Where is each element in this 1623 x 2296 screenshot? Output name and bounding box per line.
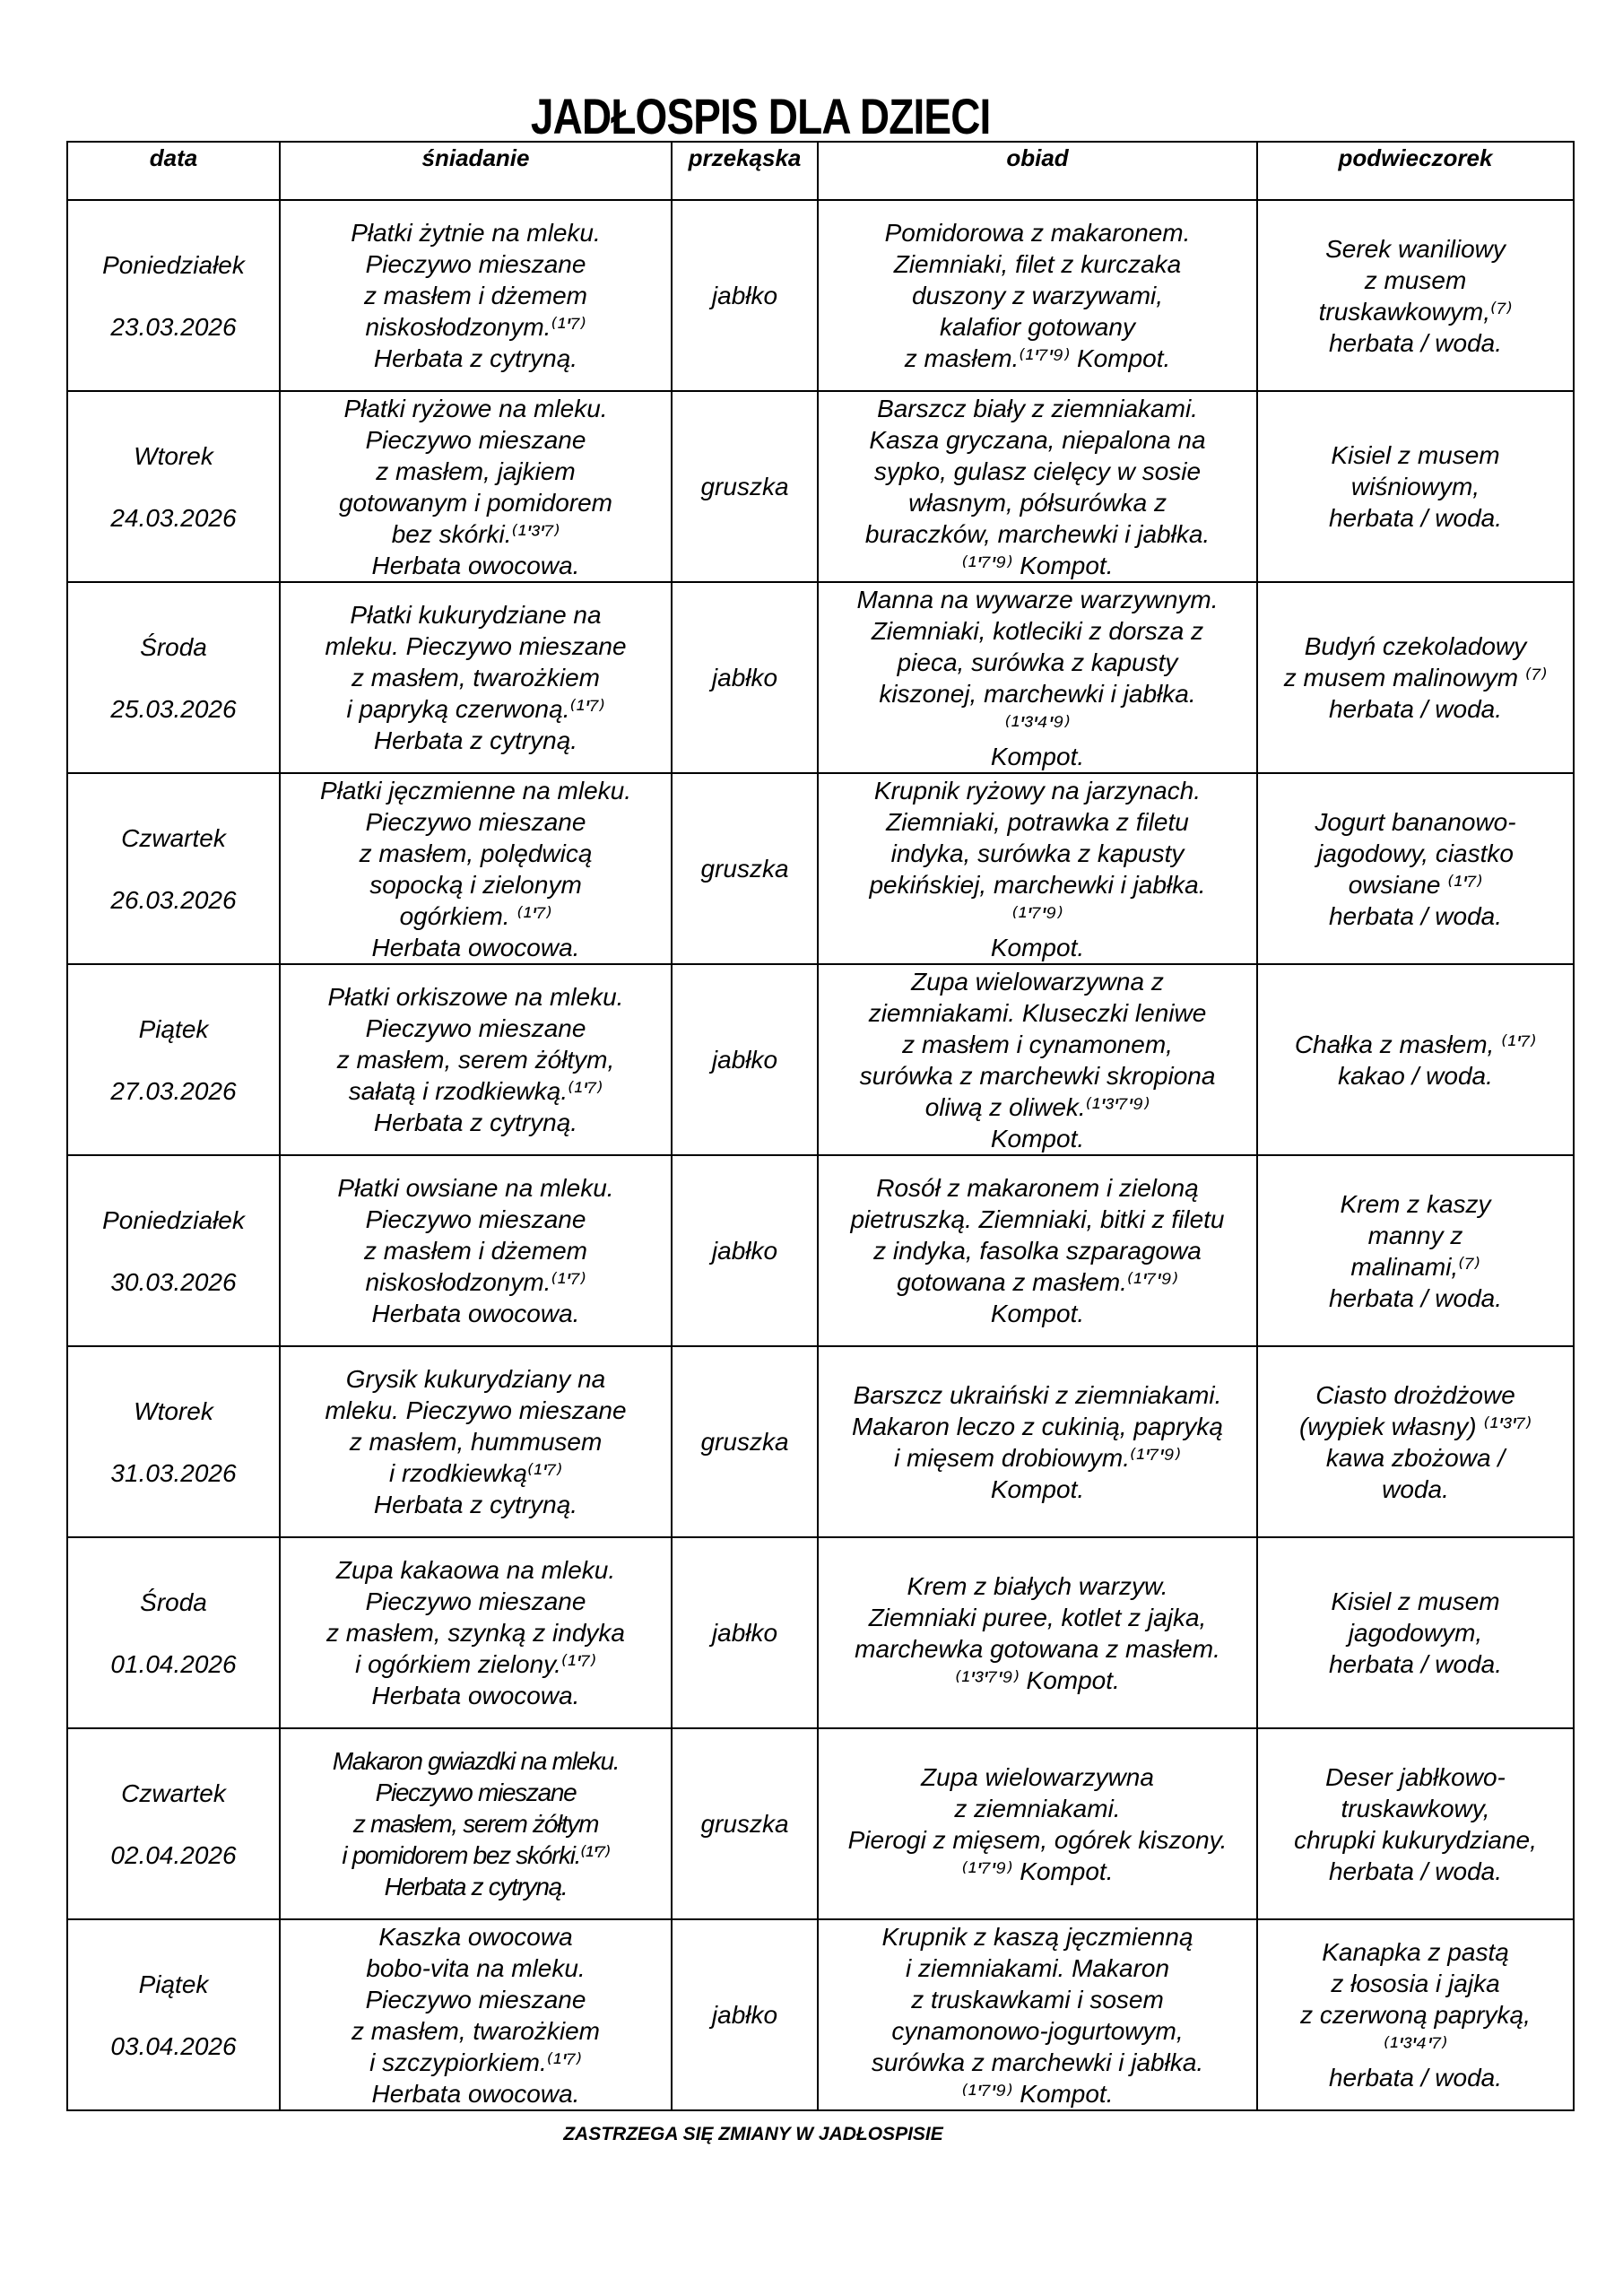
day-name: Poniedziałek bbox=[102, 1205, 245, 1234]
table-row bbox=[67, 1155, 1574, 1346]
snack-cell: jabłko bbox=[672, 582, 818, 773]
date-cell bbox=[67, 391, 280, 582]
afternoon-snack-cell: Krem z kaszy manny z malinami,⁽⁷⁾ herbata / woda. bbox=[1257, 1155, 1574, 1346]
header-data: data bbox=[67, 142, 280, 200]
table-row bbox=[67, 1728, 1574, 1919]
breakfast-cell: Makaron gwiazdki na mleku. Pieczywo mieszane z masłem, serem żółtym i pomidorem bez skórki.⁽¹'⁷⁾ Herbata z cytryną. bbox=[280, 1728, 672, 1919]
date-cell bbox=[67, 1346, 280, 1537]
day-date: 30.03.2026 bbox=[110, 1267, 237, 1296]
date-cell bbox=[67, 964, 280, 1155]
snack-cell: gruszka bbox=[672, 1346, 818, 1537]
afternoon-snack-cell: Kisiel z musem wiśniowym, herbata / woda. bbox=[1257, 391, 1574, 582]
day-date: 03.04.2026 bbox=[110, 2031, 237, 2060]
lunch-cell: Krupnik ryżowy na jarzynach. Ziemniaki, potrawka z filetu indyka, surówka z kapusty pekińskiej, marchewki i jabłka. ⁽¹'⁷'⁹⁾ Kompot. bbox=[818, 773, 1257, 964]
page-title: JADŁOSPIS DLA DZIECI bbox=[530, 88, 991, 144]
snack-cell: gruszka bbox=[672, 391, 818, 582]
day-name: Środa bbox=[140, 632, 207, 661]
date-cell bbox=[67, 582, 280, 773]
afternoon-snack-cell: Chałka z masłem, ⁽¹'⁷⁾ kakao / woda. bbox=[1257, 964, 1574, 1155]
day-name: Wtorek bbox=[134, 1396, 213, 1425]
lunch-cell: Barszcz ukraiński z ziemniakami. Makaron leczo z cukinią, papryką i mięsem drobiowym.⁽¹'⁷'⁹⁾ Kompot. bbox=[818, 1346, 1257, 1537]
breakfast-cell: Płatki owsiane na mleku. Pieczywo mieszane z masłem i dżemem niskosłodzonym.⁽¹'⁷⁾ Herbata owocowa. bbox=[280, 1155, 672, 1346]
date-cell bbox=[67, 1155, 280, 1346]
breakfast-cell: Płatki jęczmienne na mleku. Pieczywo mieszane z masłem, polędwicą sopocką i zielonym ogórkiem. ⁽¹'⁷⁾ Herbata owocowa. bbox=[280, 773, 672, 964]
lunch-cell: Krupnik z kaszą jęczmienną i ziemniakami. Makaron z truskawkami i sosem cynamonowo-jogurtowym, surówka z marchewki i jabłka. ⁽¹'⁷'⁹⁾ Kompot. bbox=[818, 1919, 1257, 2110]
snack-cell: jabłko bbox=[672, 200, 818, 391]
breakfast-cell: Kaszka owocowa bobo-vita na mleku. Pieczywo mieszane z masłem, twarożkiem i szczypiorkiem.⁽¹'⁷⁾ Herbata owocowa. bbox=[280, 1919, 672, 2110]
table-row bbox=[67, 1537, 1574, 1728]
breakfast-cell: Płatki żytnie na mleku. Pieczywo mieszane z masłem i dżemem niskosłodzonym.⁽¹'⁷⁾ Herbata z cytryną. bbox=[280, 200, 672, 391]
lunch-cell: Zupa wielowarzywna z ziemniakami. Kluseczki leniwe z masłem i cynamonem, surówka z marchewki skropiona oliwą z oliwek.⁽¹'³'⁷'⁹⁾ Kompot. bbox=[818, 964, 1257, 1155]
day-name: Czwartek bbox=[121, 823, 226, 852]
day-date: 02.04.2026 bbox=[110, 1840, 237, 1869]
table-row bbox=[67, 773, 1574, 964]
afternoon-snack-cell: Jogurt bananowo- jagodowy, ciastko owsiane ⁽¹'⁷⁾ herbata / woda. bbox=[1257, 773, 1574, 964]
menu-disclaimer: ZASTRZEGA SIĘ ZMIANY W JADŁOSPISIE bbox=[563, 2124, 943, 2144]
lunch-cell: Barszcz biały z ziemniakami. Kasza gryczana, niepalona na sypko, gulasz cielęcy w sosie własnym, półsurówka z buraczków, marchewki i jabłka. ⁽¹'⁷'⁹⁾ Kompot. bbox=[818, 391, 1257, 582]
snack-cell: jabłko bbox=[672, 1155, 818, 1346]
breakfast-cell: Płatki kukurydziane na mleku. Pieczywo mieszane z masłem, twarożkiem i papryką czerwoną.⁽¹'⁷⁾ Herbata z cytryną. bbox=[280, 582, 672, 773]
day-date: 25.03.2026 bbox=[110, 694, 237, 723]
day-name: Środa bbox=[140, 1587, 207, 1616]
snack-cell: jabłko bbox=[672, 1919, 818, 2110]
header-sniadanie: śniadanie bbox=[280, 142, 672, 200]
table-row bbox=[67, 582, 1574, 773]
table-row bbox=[67, 964, 1574, 1155]
breakfast-cell: Zupa kakaowa na mleku. Pieczywo mieszane z masłem, szynką z indyka i ogórkiem zielony.⁽¹'⁷⁾ Herbata owocowa. bbox=[280, 1537, 672, 1728]
date-cell bbox=[67, 200, 280, 391]
header-podwieczorek: podwieczorek bbox=[1257, 142, 1574, 200]
day-date: 31.03.2026 bbox=[110, 1458, 237, 1487]
afternoon-snack-cell: Ciasto drożdżowe (wypiek własny) ⁽¹'³'⁷⁾ kawa zbożowa / woda. bbox=[1257, 1346, 1574, 1537]
afternoon-snack-cell: Deser jabłkowo- truskawkowy, chrupki kukurydziane, herbata / woda. bbox=[1257, 1728, 1574, 1919]
date-cell bbox=[67, 1537, 280, 1728]
day-name: Wtorek bbox=[134, 441, 213, 470]
day-date: 01.04.2026 bbox=[110, 1649, 237, 1678]
table-row bbox=[67, 391, 1574, 582]
day-name: Czwartek bbox=[121, 1779, 226, 1807]
day-date: 23.03.2026 bbox=[110, 312, 237, 341]
table-row bbox=[67, 1346, 1574, 1537]
snack-cell: jabłko bbox=[672, 964, 818, 1155]
snack-cell: jabłko bbox=[672, 1537, 818, 1728]
afternoon-snack-cell: Budyń czekoladowy z musem malinowym ⁽⁷⁾ herbata / woda. bbox=[1257, 582, 1574, 773]
menu-table bbox=[66, 141, 1575, 2111]
header-przekaska: przekąska bbox=[672, 142, 818, 200]
date-cell bbox=[67, 1919, 280, 2110]
date-cell bbox=[67, 773, 280, 964]
lunch-cell: Zupa wielowarzywna z ziemniakami. Pierogi z mięsem, ogórek kiszony. ⁽¹'⁷'⁹⁾ Kompot. bbox=[818, 1728, 1257, 1919]
lunch-cell: Krem z białych warzyw. Ziemniaki puree, kotlet z jajka, marchewka gotowana z masłem. ⁽¹'³'⁷'⁹⁾ Kompot. bbox=[818, 1537, 1257, 1728]
table-header-row bbox=[67, 142, 1574, 200]
header-obiad: obiad bbox=[818, 142, 1257, 200]
day-name: Poniedziałek bbox=[102, 250, 245, 279]
day-name: Piątek bbox=[138, 1014, 209, 1043]
day-date: 27.03.2026 bbox=[110, 1076, 237, 1105]
lunch-cell: Rosół z makaronem i zieloną pietruszką. Ziemniaki, bitki z filetu z indyka, fasolka szparagowa gotowana z masłem.⁽¹'⁷'⁹⁾ Kompot. bbox=[818, 1155, 1257, 1346]
day-date: 24.03.2026 bbox=[110, 503, 237, 532]
breakfast-cell: Płatki ryżowe na mleku. Pieczywo mieszane z masłem, jajkiem gotowanym i pomidorem bez skórki.⁽¹'³'⁷⁾ Herbata owocowa. bbox=[280, 391, 672, 582]
day-name: Piątek bbox=[138, 1970, 209, 1998]
afternoon-snack-cell: Kanapka z pastą z łososia i jajka z czerwoną papryką, ⁽¹'³'⁴'⁷⁾ herbata / woda. bbox=[1257, 1919, 1574, 2110]
table-row bbox=[67, 200, 1574, 391]
breakfast-cell: Płatki orkiszowe na mleku. Pieczywo mieszane z masłem, serem żółtym, sałatą i rzodkiewką.⁽¹'⁷⁾ Herbata z cytryną. bbox=[280, 964, 672, 1155]
date-cell bbox=[67, 1728, 280, 1919]
afternoon-snack-cell: Serek waniliowy z musem truskawkowym,⁽⁷⁾ herbata / woda. bbox=[1257, 200, 1574, 391]
afternoon-snack-cell: Kisiel z musem jagodowym, herbata / woda. bbox=[1257, 1537, 1574, 1728]
table-row bbox=[67, 1919, 1574, 2110]
snack-cell: gruszka bbox=[672, 1728, 818, 1919]
lunch-cell: Manna na wywarze warzywnym. Ziemniaki, kotleciki z dorsza z pieca, surówka z kapusty kiszonej, marchewki i jabłka. ⁽¹'³'⁴'⁹⁾ Kompot. bbox=[818, 582, 1257, 773]
lunch-cell: Pomidorowa z makaronem. Ziemniaki, filet z kurczaka duszony z warzywami, kalafior gotowany z masłem.⁽¹'⁷'⁹⁾ Kompot. bbox=[818, 200, 1257, 391]
breakfast-cell: Grysik kukurydziany na mleku. Pieczywo mieszane z masłem, hummusem i rzodkiewką⁽¹'⁷⁾ Herbata z cytryną. bbox=[280, 1346, 672, 1537]
snack-cell: gruszka bbox=[672, 773, 818, 964]
day-date: 26.03.2026 bbox=[110, 885, 237, 914]
